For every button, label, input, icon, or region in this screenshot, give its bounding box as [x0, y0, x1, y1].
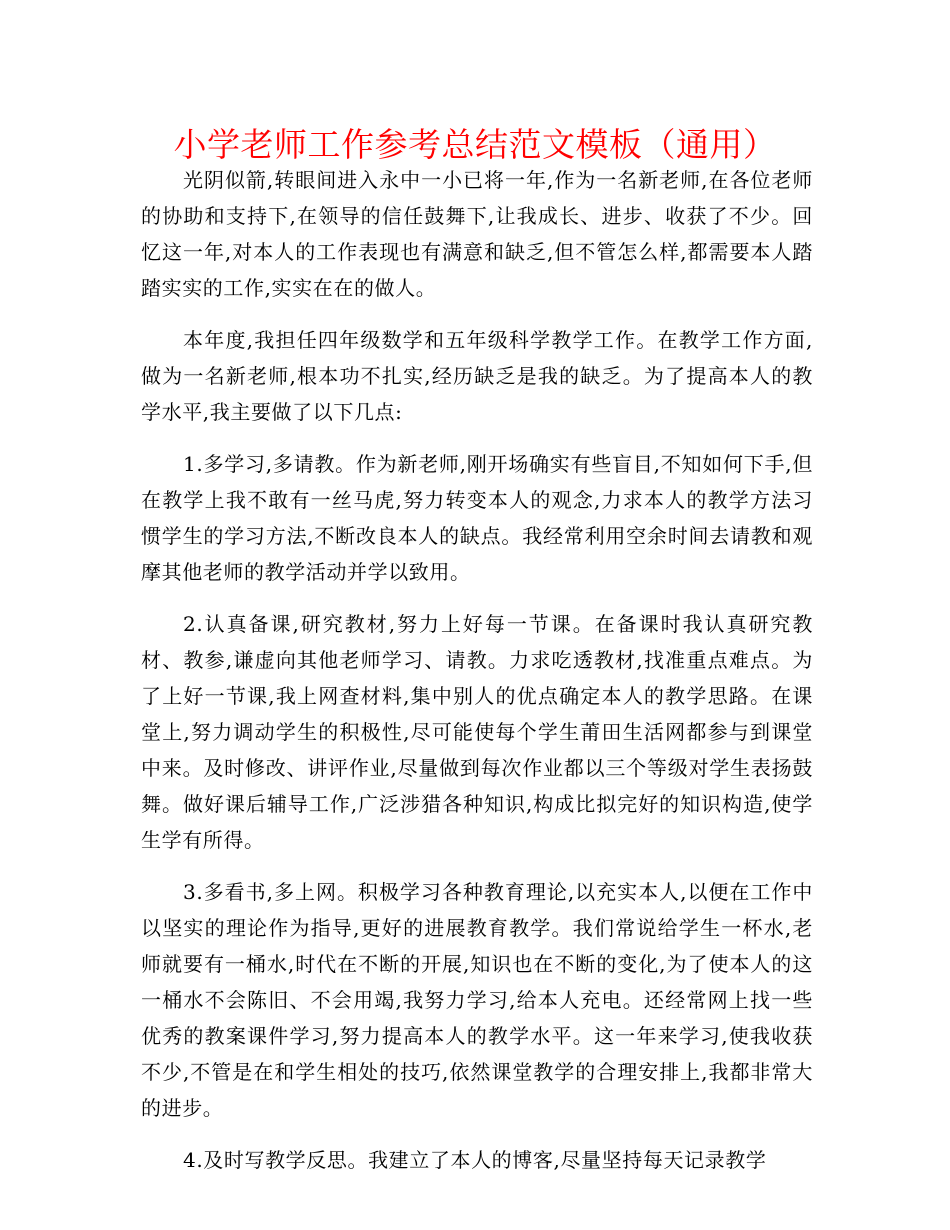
paragraph-point-3: 3.多看书,多上网。积极学习各种教育理论,以充实本人,以便在工作中以坚实的理论作为指导,更好的进展教育教学。我们常说给学生一杯水,老师就要有一桶水,时代在不断的开展,知识也在不断的变化,为了使本人的这一桶水不会陈旧、不会用竭,我努力学习,给本人充电。还经常网上找一些优秀的教案课件学习,努力提高本人的教学水平。这一年来学习,使我收获不少,不管是在和学生相处的技巧,依然课堂教学的合理安排上,我都非常大的进步。 [141, 880, 813, 1120]
document-body [141, 162, 813, 1194]
paragraph-point-4: 4.及时写教学反思。我建立了本人的博客,尽量坚持每天记录教学 [183, 1148, 767, 1172]
paragraph-point-2: 2.认真备课,研究教材,努力上好每一节课。在备课时我认真研究教材、教参,谦虚向其他老师学习、请教。力求吃透教材,找准重点难点。为了上好一节课,我上网查材料,集中别人的优点确定本人的教学思路。在课堂上,努力调动学生的积极性,尽可能使每个学生莆田生活网都参与到课堂中来。及时修改、讲评作业,尽量做到每次作业都以三个等级对学生表扬鼓舞。做好课后辅导工作,广泛涉猎各种知识,构成比拟完好的知识构造,使学生学有所得。 [141, 612, 813, 852]
paragraph-intro: 光阴似箭,转眼间进入永中一小已将一年,作为一名新老师,在各位老师的协助和支持下,在领导的信任鼓舞下,让我成长、进步、收获了不少。回忆这一年,对本人的工作表现也有满意和缺乏,但不管怎么样,都需要本人踏踏实实的工作,实实在在的做人。 [141, 168, 813, 300]
paragraph-duties: 本年度,我担任四年级数学和五年级科学教学工作。在教学工作方面,做为一名新老师,根本功不扎实,经历缺乏是我的缺乏。为了提高本人的教学水平,我主要做了以下几点: [141, 328, 813, 424]
paragraph-point-1: 1.多学习,多请教。作为新老师,刚开场确实有些盲目,不知如何下手,但在教学上我不敢有一丝马虎,努力转变本人的观念,力求本人的教学方法习惯学生的学习方法,不断改良本人的缺点。我经常利用空余时间去请教和观摩其他老师的教学活动并学以致用。 [141, 452, 813, 584]
document-title: 小学老师工作参考总结范文模板（通用） [173, 125, 777, 164]
